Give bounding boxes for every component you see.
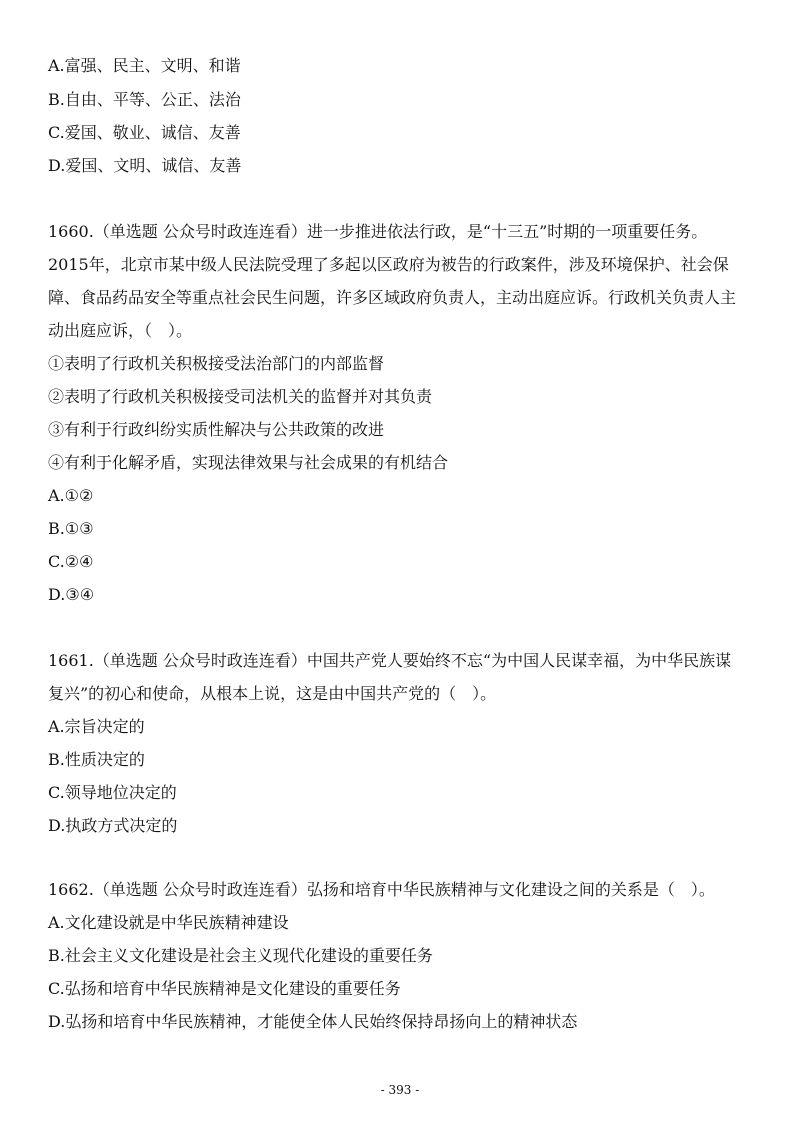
option-c: C.爱国、敬业、诚信、友善 (48, 123, 241, 142)
statement-3: ③有利于行政纠纷实质性解决与公共政策的改进 (48, 420, 385, 439)
option-d: D.弘扬和培育中华民族精神，才能使全体人民始终保持昂扬向上的精神状态 (48, 1012, 578, 1031)
question-1660-stem-line: 2015年，北京市某中级人民法院受理了多起以区政府为被告的行政案件，涉及环境保护、社会保 (48, 255, 729, 274)
option-b: B.①③ (48, 519, 94, 538)
question-1661-stem-line: 1661.（单选题 公众号时政连连看）中国共产党人要始终不忘“为中国人民谋幸福，为中华民族谋 (48, 651, 732, 670)
question-1660-stem-line: 1660.（单选题 公众号时政连连看）进一步推进依法行政，是“十三五”时期的一项重要任务。 (48, 222, 708, 241)
statement-2: ②表明了行政机关积极接受司法机关的监督并对其负责 (48, 387, 433, 406)
page-number: - 393 - (380, 1083, 420, 1097)
option-a: A.宗旨决定的 (48, 717, 145, 736)
question-1660-stem-line: 障、食品药品安全等重点社会民生问题，许多区域政府负责人，主动出庭应诉。行政机关负责人主 (48, 288, 737, 307)
option-a: A.文化建设就是中华民族精神建设 (48, 913, 289, 932)
option-d: D.③④ (48, 585, 95, 604)
option-a: A.①② (48, 486, 94, 505)
option-b: B.自由、平等、公正、法治 (48, 90, 241, 109)
option-c: C.弘扬和培育中华民族精神是文化建设的重要任务 (48, 979, 401, 998)
option-b: B.性质决定的 (48, 750, 145, 769)
statement-1: ①表明了行政机关积极接受法治部门的内部监督 (48, 354, 385, 373)
option-c: C.领导地位决定的 (48, 783, 177, 802)
question-1661-stem-line: 复兴”的初心和使命，从根本上说，这是由中国共产党的（ ）。 (48, 684, 497, 703)
option-d: D.爱国、文明、诚信、友善 (48, 156, 242, 175)
option-d: D.执政方式决定的 (48, 816, 178, 835)
option-b: B.社会主义文化建设是社会主义现代化建设的重要任务 (48, 946, 433, 965)
question-1660-stem-line: 动出庭应诉，（ ）。 (48, 321, 193, 340)
option-c: C.②④ (48, 552, 94, 571)
option-a: A.富强、民主、文明、和谐 (48, 56, 241, 75)
question-1662-stem-line: 1662.（单选题 公众号时政连连看）弘扬和培育中华民族精神与文化建设之间的关系是（ ）。 (48, 880, 715, 899)
statement-4: ④有利于化解矛盾，实现法律效果与社会成果的有机结合 (48, 453, 449, 472)
